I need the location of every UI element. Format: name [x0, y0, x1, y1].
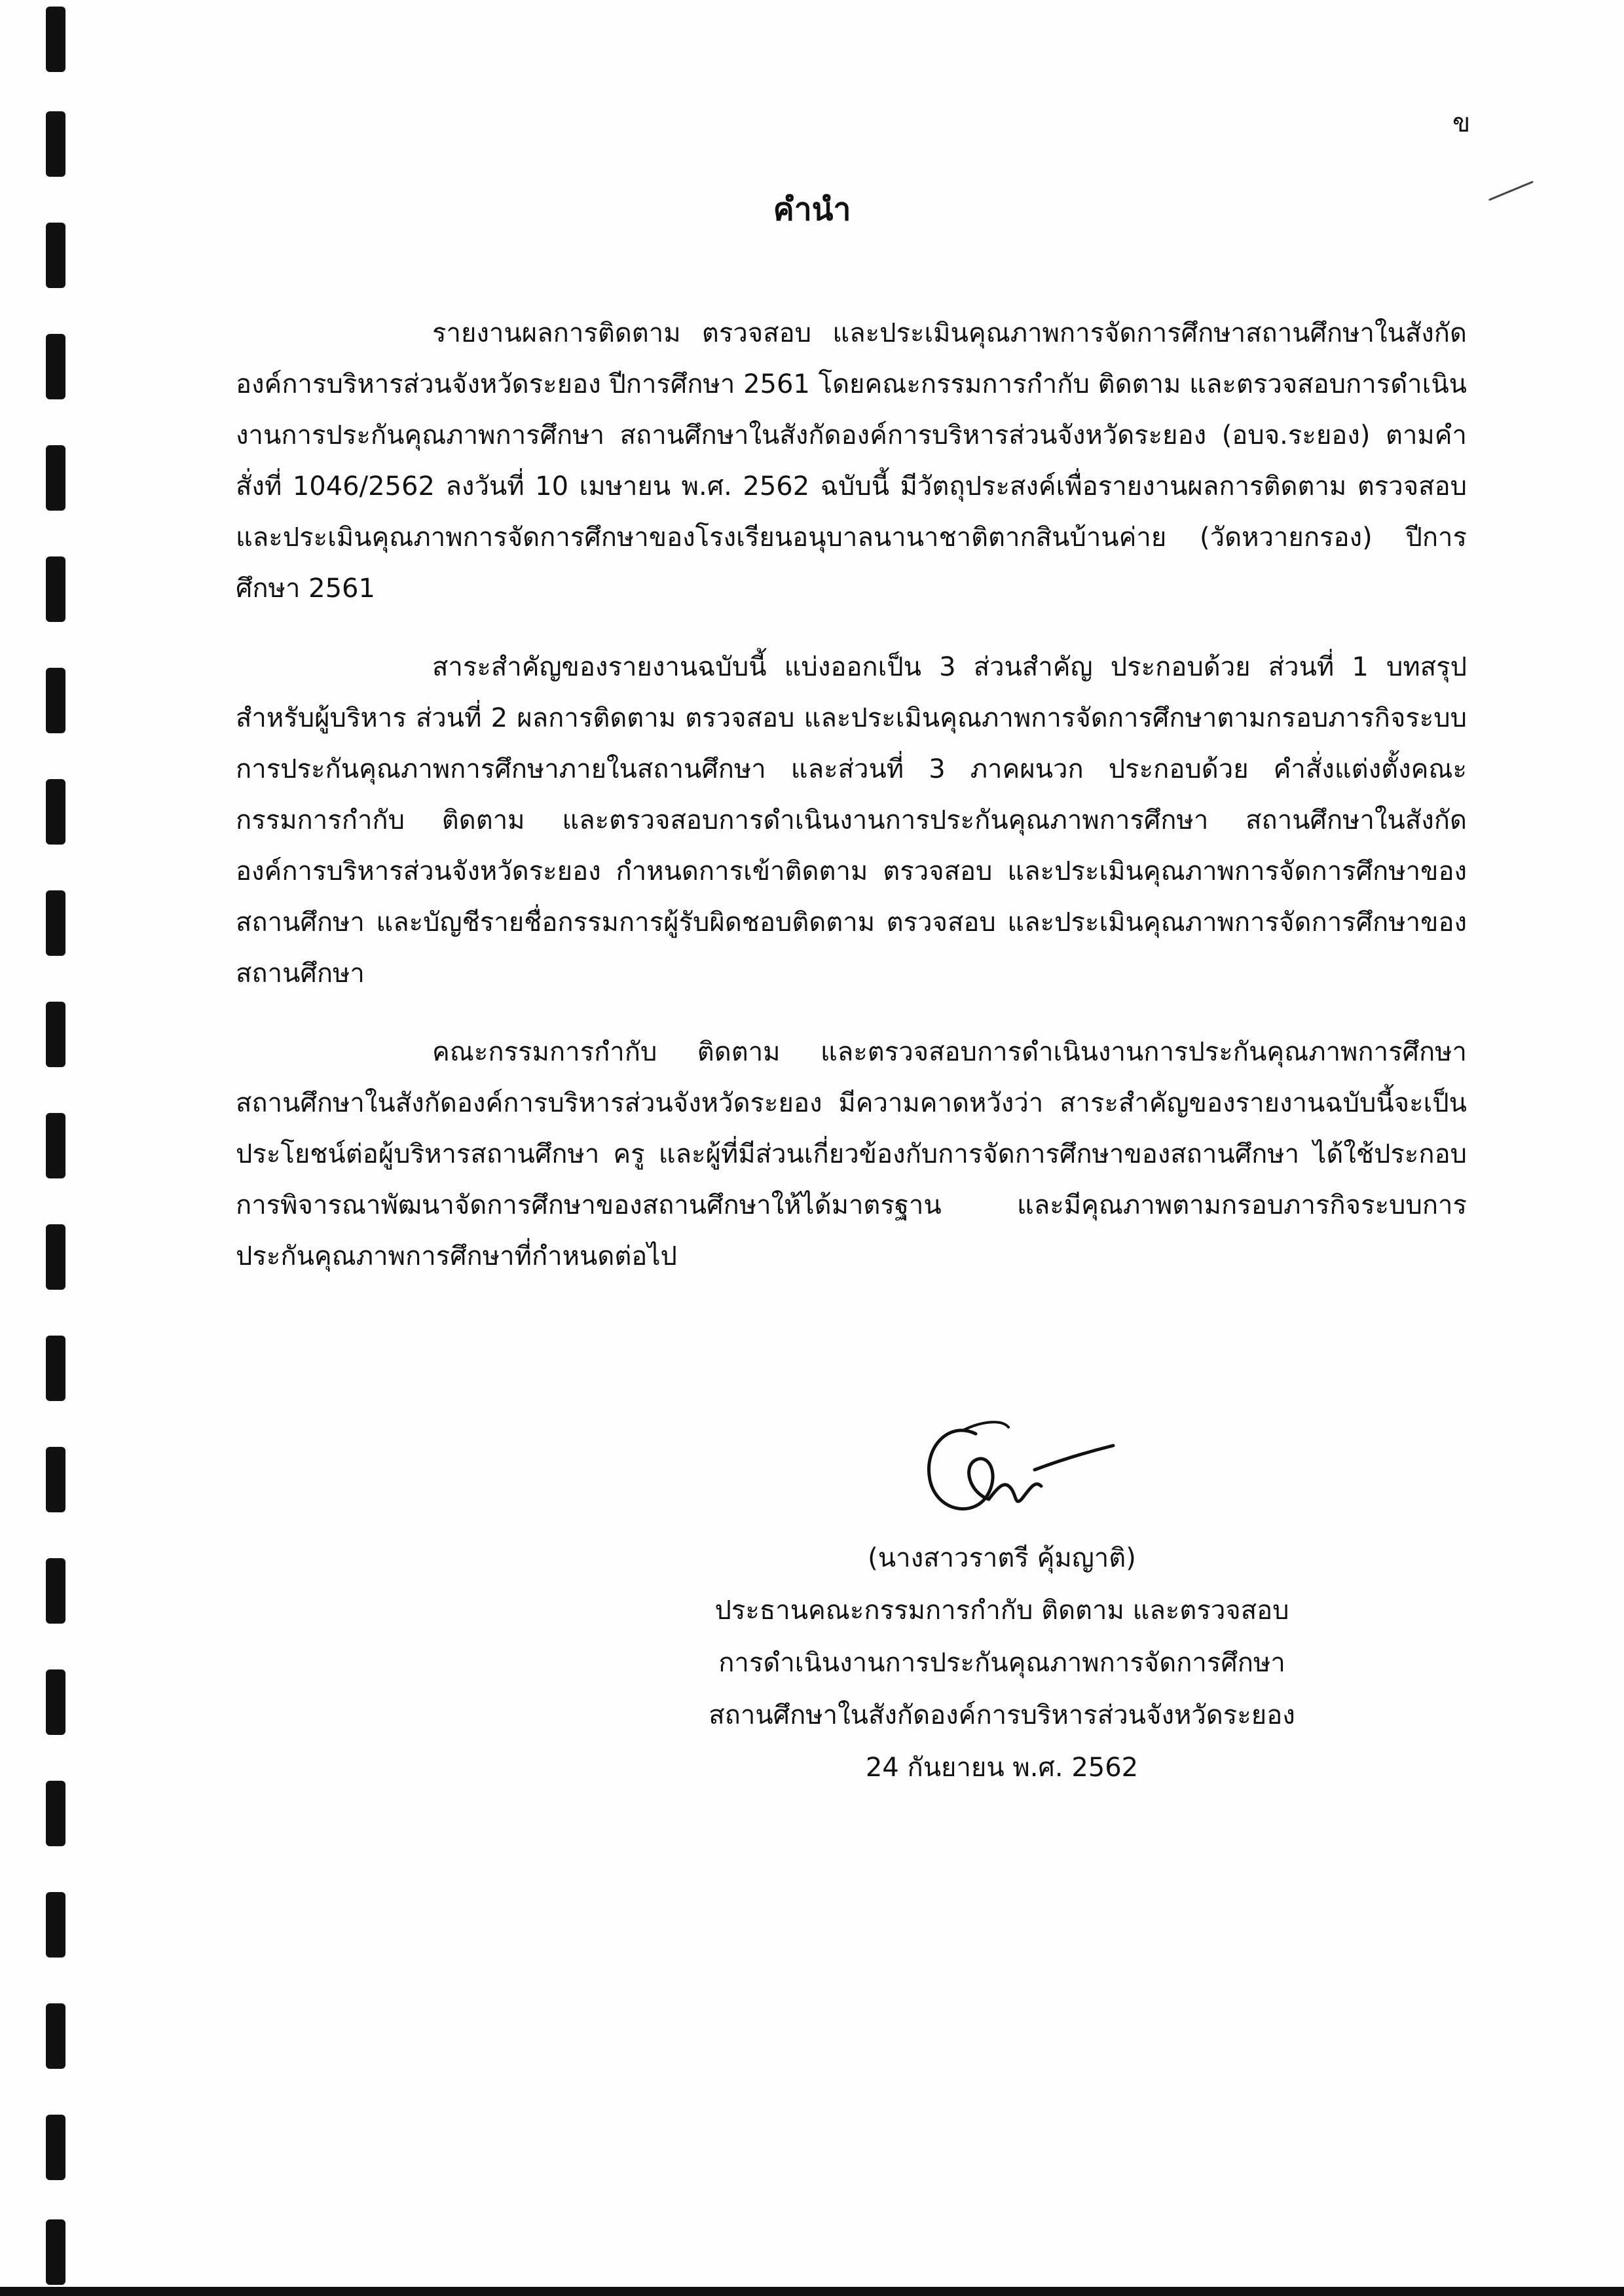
binding-hole — [46, 1224, 65, 1290]
binding-hole — [46, 2003, 65, 2069]
binding-hole — [46, 445, 65, 511]
signatory-position: สถานศึกษาในสังกัดองค์การบริหารส่วนจังหวัดระยอง — [709, 1700, 1295, 1730]
binding-hole — [46, 2219, 65, 2285]
paragraph: คณะกรรมการกำกับ ติดตาม และตรวจสอบการดำเนินงานการประกันคุณภาพการศึกษาสถานศึกษาในสังกัดองค์การบริหารส่วนจังหวัดระยอง มีความคาดหวังว่า สาระสำคัญของรายงานฉบับนี้จะเป็นประโยชน์ต่อผู้บริหารสถานศึกษา ครู และผู้ที่มีส่วนเกี่ยวข้องกับการจัดการศึกษาของสถานศึกษา ได้ใช้ประกอบการพิจารณาพัฒนาจัดการศึกษาของสถานศึกษาให้ได้มาตรฐาน และมีคุณภาพตามกรอบภารกิจระบบการประกันคุณภาพการศึกษาที่กำหนดต่อไป — [236, 1037, 1467, 1271]
handwritten-signature — [877, 1408, 1126, 1532]
binding-hole — [46, 223, 65, 288]
binding-hole — [46, 890, 65, 956]
signatory-position: การดำเนินงานการประกันคุณภาพการจัดการศึกษา — [718, 1648, 1285, 1678]
signatory-position: ประธานคณะกรรมการกำกับ ติดตาม และตรวจสอบ — [714, 1595, 1289, 1626]
binding-hole — [46, 1892, 65, 1958]
binding-hole — [46, 1336, 65, 1401]
signature-block — [707, 1408, 1297, 1794]
binding-hole — [46, 1669, 65, 1735]
binding-hole — [46, 7, 65, 72]
binding-hole — [46, 1002, 65, 1067]
binding-hole — [46, 1781, 65, 1846]
binding-hole — [46, 334, 65, 399]
signatory-name: (นางสาวราตรี คุ้มญาติ) — [868, 1543, 1136, 1573]
page-title: คำนำ — [773, 191, 851, 228]
paragraph: รายงานผลการติดตาม ตรวจสอบ และประเมินคุณภาพการจัดการศึกษาสถานศึกษาในสังกัดองค์การบริหารส่วนจังหวัดระยอง ปีการศึกษา 2561 โดยคณะกรรมการกำกับ ติดตาม และตรวจสอบการดำเนินงานการประกันคุณภาพการศึกษา สถานศึกษาในสังกัดองค์การบริหารส่วนจังหวัดระยอง (อบจ.ระยอง) ตามคำสั่งที่ 1046/2562 ลงวันที่ 10 เมษายน พ.ศ. 2562 ฉบับนี้ มีวัตถุประสงค์เพื่อรายงานผลการติดตาม ตรวจสอบ และประเมินคุณภาพการจัดการศึกษาของโรงเรียนอนุบาลนานาชาติตากสินบ้านค่าย (วัดหวายกรอง) ปีการศึกษา 2561 — [236, 318, 1467, 604]
page-number: ข — [1452, 108, 1471, 138]
binding-hole — [46, 1113, 65, 1178]
binding-hole — [46, 1558, 65, 1624]
paragraph: สาระสำคัญของรายงานฉบับนี้ แบ่งออกเป็น 3 ส่วนสำคัญ ประกอบด้วย ส่วนที่ 1 บทสรุปสำหรับผู้บริหาร ส่วนที่ 2 ผลการติดตาม ตรวจสอบ และประเมินคุณภาพการจัดการศึกษาตามกรอบภารกิจระบบการประกันคุณภาพการศึกษาภายในสถานศึกษา และส่วนที่ 3 ภาคผนวก ประกอบด้วย คำสั่งแต่งตั้งคณะกรรมการกำกับ ติดตาม และตรวจสอบการดำเนินงานการประกันคุณภาพการศึกษา สถานศึกษาในสังกัดองค์การบริหารส่วนจังหวัดระยอง กำหนดการเข้าติดตาม ตรวจสอบ และประเมินคุณภาพการจัดการศึกษาของสถานศึกษา และบัญชีรายชื่อกรรมการผู้รับผิดชอบติดตาม ตรวจสอบ และประเมินคุณภาพการจัดการศึกษาของสถานศึกษา — [236, 652, 1467, 989]
binding-hole — [46, 1447, 65, 1512]
binding-hole — [46, 556, 65, 622]
binding-hole — [46, 779, 65, 845]
scan-bottom-edge — [0, 2287, 1624, 2296]
binding-hole — [46, 2115, 65, 2180]
binding-hole — [46, 668, 65, 733]
binding-hole — [46, 111, 65, 177]
binding-holes — [46, 0, 72, 2296]
body-text — [236, 308, 1467, 1309]
signature-date: 24 กันยายน พ.ศ. 2562 — [865, 1753, 1139, 1783]
